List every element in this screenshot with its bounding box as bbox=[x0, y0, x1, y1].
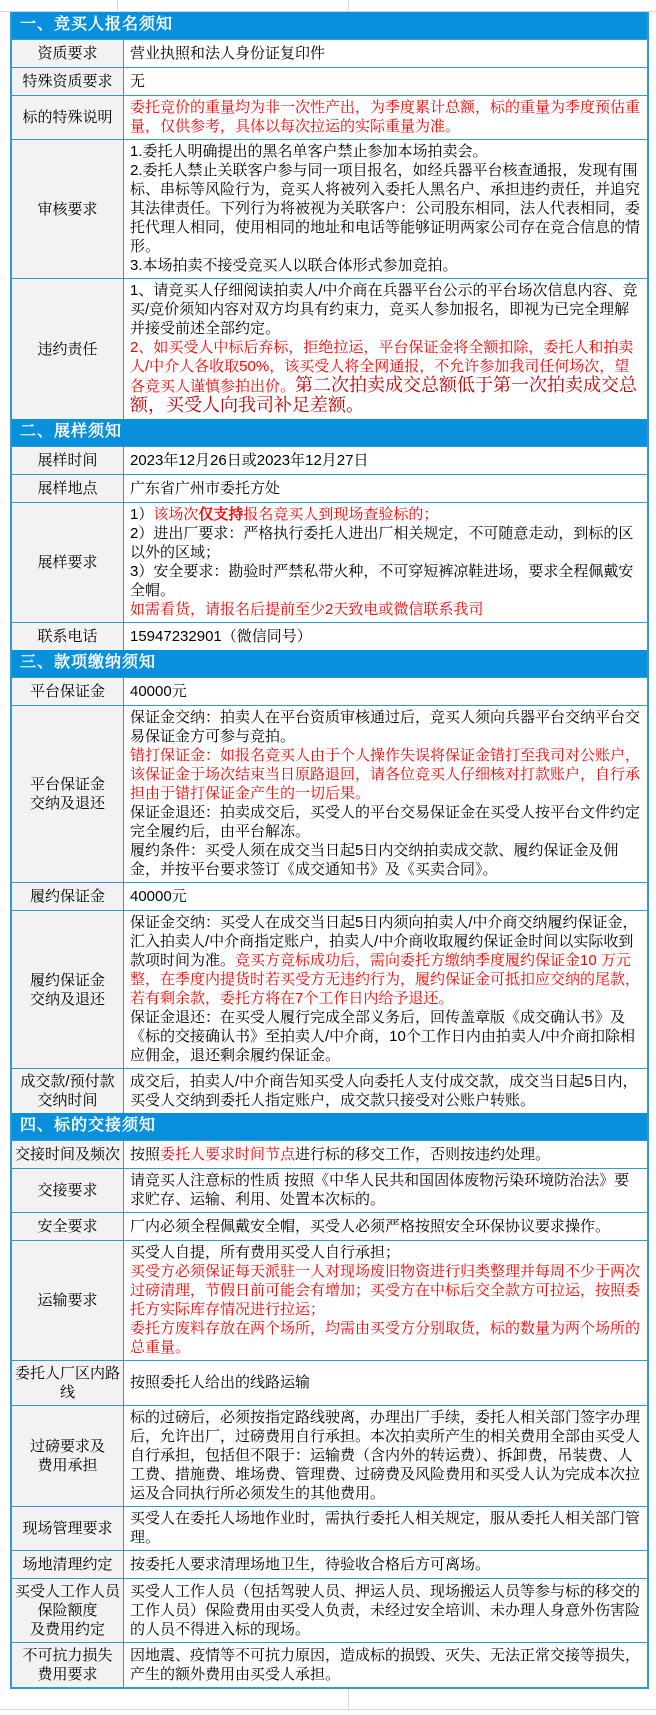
row-label-text: 交接时间及频次 bbox=[14, 1146, 120, 1163]
text-run: 1.委托人明确提出的黑名单客户禁止参加本场拍卖会。 bbox=[130, 143, 488, 160]
text-run: 第二次拍卖成交总额低于第一次拍卖成交总额，买受人向我司补足差额。 bbox=[130, 375, 638, 415]
row-content bbox=[124, 706, 647, 882]
row-label bbox=[12, 706, 124, 882]
row-label-text: 履约保证金 bbox=[29, 888, 105, 905]
paragraph bbox=[130, 887, 643, 906]
text-run: 2）进出厂要求：严格执行委托人进出厂相关规定，不可随意走动，到标的区以外的区域； bbox=[130, 525, 634, 561]
row-label-text: 成交款/预付款 交纳时间 bbox=[20, 1073, 115, 1109]
table-row bbox=[12, 67, 647, 95]
row-content bbox=[124, 911, 647, 1068]
text-run: 委托人要求时间节点 bbox=[160, 1145, 296, 1163]
text-run: 仅支持 bbox=[198, 506, 244, 523]
table-row bbox=[12, 1212, 647, 1240]
text-run: 保证金交纳：买受人在成交当日起5日内须向拍卖人/中介商交纳履约保证金，汇入拍卖人/中介商指定账户，拍卖人/中介商收取履约保证金时间以实际收到款项时间为准。 bbox=[130, 914, 638, 969]
row-label bbox=[12, 1241, 124, 1360]
sheet-gridline-area-top bbox=[0, 0, 656, 12]
text-run: 2023年12月26日或2023年12月27日 bbox=[130, 451, 369, 469]
paragraph bbox=[130, 600, 643, 619]
row-label bbox=[12, 503, 124, 622]
table-row bbox=[12, 1360, 647, 1405]
sheet-gridline-area-bottom bbox=[0, 1689, 656, 1715]
text-run: 进行标的移交工作，否则按违约处理。 bbox=[295, 1145, 551, 1163]
paragraph bbox=[130, 1145, 643, 1164]
table-row bbox=[12, 474, 647, 502]
text-run: 保证金退还：拍卖成交后，买受人的平台交易保证金在买受人按平台文件约定完全履约后，由平台解冻。 bbox=[130, 804, 641, 840]
row-label-text: 展样要求 bbox=[37, 554, 98, 571]
paragraph bbox=[130, 1072, 643, 1110]
row-label bbox=[12, 1069, 124, 1113]
row-content bbox=[124, 1507, 647, 1550]
row-label bbox=[12, 883, 124, 910]
paragraph bbox=[130, 1262, 643, 1319]
row-content bbox=[124, 1141, 647, 1168]
row-label-text: 买受人工作人员 保险额度 及费用约定 bbox=[14, 1583, 120, 1638]
row-content bbox=[124, 1213, 647, 1240]
text-run: 成交后，拍卖人/中介商告知买受人向委托人支付成交款，成交当日起5日内，买受人交纳到委托人指定账户，成交款只接受对公账户转账。 bbox=[130, 1072, 638, 1109]
row-content bbox=[124, 279, 647, 419]
row-label bbox=[12, 96, 124, 139]
paragraph bbox=[130, 451, 643, 470]
paragraph bbox=[130, 1373, 643, 1392]
row-content bbox=[124, 68, 647, 95]
paragraph bbox=[130, 1171, 643, 1209]
paragraph bbox=[130, 1509, 643, 1547]
row-label bbox=[12, 1361, 124, 1405]
table-row bbox=[12, 882, 647, 910]
paragraph bbox=[130, 142, 643, 161]
row-content bbox=[124, 1643, 647, 1687]
table-row bbox=[12, 910, 647, 1068]
row-content bbox=[124, 1406, 647, 1506]
row-label bbox=[12, 1579, 124, 1642]
gridline bbox=[348, 0, 349, 11]
row-label-text: 委托人厂区内路线 bbox=[14, 1365, 120, 1401]
text-run: 委托竞价的重量均为非一次性产出，为季度累计总额，标的重量为季度预估重量，仅供参考，具体以每次拉运的实际重量为准。 bbox=[130, 99, 641, 135]
row-label-text: 过磅要求及 费用承担 bbox=[29, 1438, 105, 1474]
paragraph bbox=[130, 281, 643, 338]
section-header: 四、标的交接须知 bbox=[12, 1113, 647, 1140]
text-run: 买受人在委托人场地作业时，需执行委托人相关规定，服从委托人相关部门管理。 bbox=[130, 1510, 641, 1546]
paragraph bbox=[130, 627, 643, 646]
row-content bbox=[124, 1169, 647, 1212]
table-row bbox=[12, 1168, 647, 1212]
paragraph bbox=[130, 1646, 643, 1684]
paragraph bbox=[130, 562, 643, 600]
table-row bbox=[12, 1405, 647, 1506]
row-label-text: 交接要求 bbox=[37, 1182, 98, 1199]
table-row bbox=[12, 677, 647, 705]
paragraph bbox=[130, 841, 643, 879]
text-run: 买受人工作人员（包括驾驶人员、押运人员、现场搬运人员等参与标的移交的工作人员）保险费用由买受人负责，未经过安全培训、未办理人身意外伤害险的人员不得进入标的现场。 bbox=[130, 1582, 641, 1638]
row-content bbox=[124, 1551, 647, 1578]
row-label bbox=[12, 1406, 124, 1506]
paragraph bbox=[130, 1555, 643, 1574]
paragraph bbox=[130, 1582, 643, 1639]
text-run: 2.委托人禁止关联客户参与同一项目报名，如经兵器平台核查通报，发现有围标、串标等风险行为，竞买人将被列入委托人黑名户、承担违约责任，并追究其法律责任。下列行为将被视为关联客户：公司股东相同，法人代表相同，委托代理人相同，使用相同的地址和电话等能够证明两家公司存在竞合信息的情形。 bbox=[130, 162, 641, 255]
paragraph bbox=[130, 72, 643, 91]
row-label-text: 不可抗力损失 费用要求 bbox=[22, 1647, 113, 1683]
row-label-text: 平台保证金 bbox=[29, 683, 105, 700]
row-label bbox=[12, 1551, 124, 1578]
row-label-text: 标的特殊说明 bbox=[22, 109, 113, 126]
row-label bbox=[12, 1507, 124, 1550]
text-run: 厂内必须全程佩戴安全帽，买受人必须严格按照安全环保协议要求操作。 bbox=[130, 1217, 611, 1235]
row-content bbox=[124, 623, 647, 650]
table-row bbox=[12, 446, 647, 474]
table-row bbox=[12, 278, 647, 419]
row-content bbox=[124, 447, 647, 474]
table-row bbox=[12, 1506, 647, 1550]
text-run: 买受人自提，所有费用买受人自行承担； bbox=[130, 1244, 401, 1261]
table-row bbox=[12, 1068, 647, 1113]
row-content bbox=[124, 96, 647, 139]
paragraph bbox=[130, 1243, 643, 1262]
text-run: 报名竞买人到现场查验标的； bbox=[243, 506, 439, 523]
paragraph bbox=[130, 1217, 643, 1236]
row-label bbox=[12, 447, 124, 474]
row-label-text: 安全要求 bbox=[37, 1218, 98, 1235]
paragraph bbox=[130, 1008, 643, 1065]
row-label bbox=[12, 68, 124, 95]
text-run: 2、如买受人中标后弃标，拒绝拉运，平台保证金将全额扣除，委托人和拍卖人/中介人各收取50%，该买受人将全网通报，不允许参加我司任何场次，望各竞买人谨慎参拍出价。 bbox=[130, 339, 634, 395]
paragraph bbox=[130, 682, 643, 701]
row-content bbox=[124, 40, 647, 67]
row-label-text: 场地清理约定 bbox=[22, 1556, 113, 1573]
row-content bbox=[124, 475, 647, 502]
row-label bbox=[12, 40, 124, 67]
text-run: 保证金退还：在买受人履行完成全部义务后，回传盖章版《成交确认书》及《标的交接确认书》至拍卖人/中介商，10个工作日内由拍卖人/中介商扣除相应佣金，退还剩余履约保证金。 bbox=[130, 1009, 636, 1064]
table-row bbox=[12, 622, 647, 650]
text-run: 按照委托人给出的线路运输 bbox=[130, 1374, 311, 1391]
paragraph bbox=[130, 44, 643, 63]
text-run: 保证金交纳：拍卖人在平台资质审核通过后，竞买人须向兵器平台交纳平台交易保证金方可参与竞拍。 bbox=[130, 709, 641, 745]
text-run: 15947232901（微信同号） bbox=[130, 627, 312, 645]
paragraph bbox=[130, 803, 643, 841]
row-content bbox=[124, 140, 647, 278]
text-run: 竞买方竞标成功后，需向委托方缴纳季度履约保证金10 万元整，在季度内提货时若买受方无违约行为，履约保证金可抵扣应交纳的尾款，若有剩余款，委托方将在7个工作日内给予退还。 bbox=[130, 952, 641, 1007]
text-run: 广东省广州市委托方处 bbox=[130, 479, 281, 497]
text-run: 请竞买人注意标的性质 按照《中华人民共和国固体废物污染环境防治法》要求贮存、运输、利用、处置本次标的。 bbox=[130, 1172, 630, 1208]
paragraph bbox=[130, 479, 643, 498]
row-label bbox=[12, 475, 124, 502]
gridline bbox=[348, 1689, 349, 1710]
table-row bbox=[12, 1642, 647, 1687]
table-row bbox=[12, 95, 647, 139]
section-header: 三、款项缴纳须知 bbox=[12, 650, 647, 677]
row-label-text: 运输要求 bbox=[37, 1292, 98, 1309]
row-content bbox=[124, 1361, 647, 1405]
row-label bbox=[12, 1169, 124, 1212]
table-row bbox=[12, 502, 647, 622]
paragraph bbox=[130, 161, 643, 256]
row-content bbox=[124, 1579, 647, 1642]
table-row bbox=[12, 1578, 647, 1642]
text-run: 委托方废料存放在两个场所，均需由买受方分别取货，标的数量为两个场所的总重量。 bbox=[130, 1320, 641, 1356]
paragraph bbox=[130, 708, 643, 746]
row-label bbox=[12, 1213, 124, 1240]
table-row bbox=[12, 139, 647, 278]
paragraph bbox=[130, 338, 643, 416]
text-run: 按照 bbox=[130, 1145, 161, 1163]
row-content bbox=[124, 883, 647, 910]
section-header: 一、竞买人报名须知 bbox=[12, 12, 647, 39]
row-label bbox=[12, 140, 124, 278]
text-run: 如需看货，请报名后提前至少2天致电或微信联系我司 bbox=[130, 601, 484, 618]
section-header: 二、展样须知 bbox=[12, 419, 647, 446]
table-row bbox=[12, 1550, 647, 1578]
row-label-text: 展样时间 bbox=[37, 452, 98, 469]
text-run: 40000元 bbox=[130, 682, 187, 700]
text-run: 该场次 bbox=[153, 506, 199, 523]
row-content bbox=[124, 503, 647, 622]
table-row bbox=[12, 1140, 647, 1168]
text-run: 3）安全要求：勘验时严禁私带火种，不可穿短裤凉鞋进场，要求全程佩戴安全帽。 bbox=[130, 563, 634, 599]
row-label-text: 展样地点 bbox=[37, 480, 98, 497]
text-run: 3.本场拍卖不接受竞买人以联合体形式参加竞拍。 bbox=[130, 257, 458, 274]
gridline bbox=[0, 1709, 656, 1710]
notice-table bbox=[10, 12, 649, 1689]
paragraph bbox=[130, 913, 643, 1008]
row-label bbox=[12, 911, 124, 1068]
text-run: 履约条件：买受人须在成交当日起5日内交纳拍卖成交款、履约保证金及佣金，并按平台要求签订《成交通知书》及《买卖合同》。 bbox=[130, 842, 619, 878]
text-run: 1、请竞买人仔细阅读拍卖人/中介商在兵器平台公示的平台场次信息内容、竞买/竞价须知内容对双方均具有约束力，竞买人参加报名，即视为已完全理解并接受前述全部约定。 bbox=[130, 282, 638, 337]
paragraph bbox=[130, 524, 643, 562]
paragraph bbox=[130, 505, 643, 524]
table-row bbox=[12, 1240, 647, 1360]
row-content bbox=[124, 1241, 647, 1360]
text-run: 标的过磅后，必须按指定路线驶离，办理出厂手续，委托人相关部门签字办理后，允许出厂，过磅费用自行承担。本次拍卖所产生的相关费用全部由买受人自行承担，包括但不限于：运输费（含内外的转运费）、拆卸费，吊装费、人工费、措施费、堆场费、管理费、过磅费及风险费用和买受人认为完成本次拉运及合同执行所必须发生的其他费用。 bbox=[130, 1409, 641, 1502]
text-run: 营业执照和法人身份证复印件 bbox=[130, 44, 326, 62]
paragraph bbox=[130, 1408, 643, 1503]
row-label-text: 特殊资质要求 bbox=[22, 73, 113, 90]
row-label-text: 审核要求 bbox=[37, 200, 98, 218]
row-content bbox=[124, 678, 647, 705]
row-content bbox=[124, 1069, 647, 1113]
paragraph bbox=[130, 746, 643, 803]
row-label bbox=[12, 1141, 124, 1168]
row-label bbox=[12, 279, 124, 419]
row-label bbox=[12, 623, 124, 650]
paragraph bbox=[130, 98, 643, 136]
gridline bbox=[117, 0, 118, 11]
paragraph bbox=[130, 1319, 643, 1357]
text-run: 1） bbox=[130, 506, 154, 523]
text-run: 错打保证金：如报名竞买人由于个人操作失误将保证金错打至我司对公账户，该保证金于场次结束当日原路退回，请各位竞买人仔细核对打款账户，自行承担由于错打保证金产生的一切后果。 bbox=[130, 747, 641, 802]
row-label bbox=[12, 678, 124, 705]
text-run: 无 bbox=[130, 72, 146, 90]
table-row bbox=[12, 39, 647, 67]
row-label-text: 资质要求 bbox=[37, 45, 98, 62]
row-label-text: 平台保证金 交纳及退还 bbox=[29, 776, 105, 812]
table-row bbox=[12, 705, 647, 882]
row-label-text: 违约责任 bbox=[37, 340, 98, 358]
text-run: 按委托人要求清理场地卫生，待验收合格后方可离场。 bbox=[130, 1555, 491, 1573]
text-run: 因地震、疫情等不可抗力原因，造成标的损毁、灭失、无法正常交接等损失，产生的额外费用由买受人承担。 bbox=[130, 1646, 641, 1683]
row-label bbox=[12, 1643, 124, 1687]
paragraph bbox=[130, 256, 643, 275]
row-label-text: 联系电话 bbox=[37, 628, 98, 645]
text-run: 40000元 bbox=[130, 887, 187, 905]
row-label-text: 履约保证金 交纳及退还 bbox=[29, 971, 105, 1008]
row-label-text: 现场管理要求 bbox=[22, 1520, 113, 1537]
text-run: 买受方必须保证每天派驻一人对现场废旧物资进行归类整理并每周不少于两次过磅清理，节假日前可能会有增加；买受方在中标后交全款方可拉运，按照委托方实际库存情况进行拉运； bbox=[130, 1263, 641, 1318]
